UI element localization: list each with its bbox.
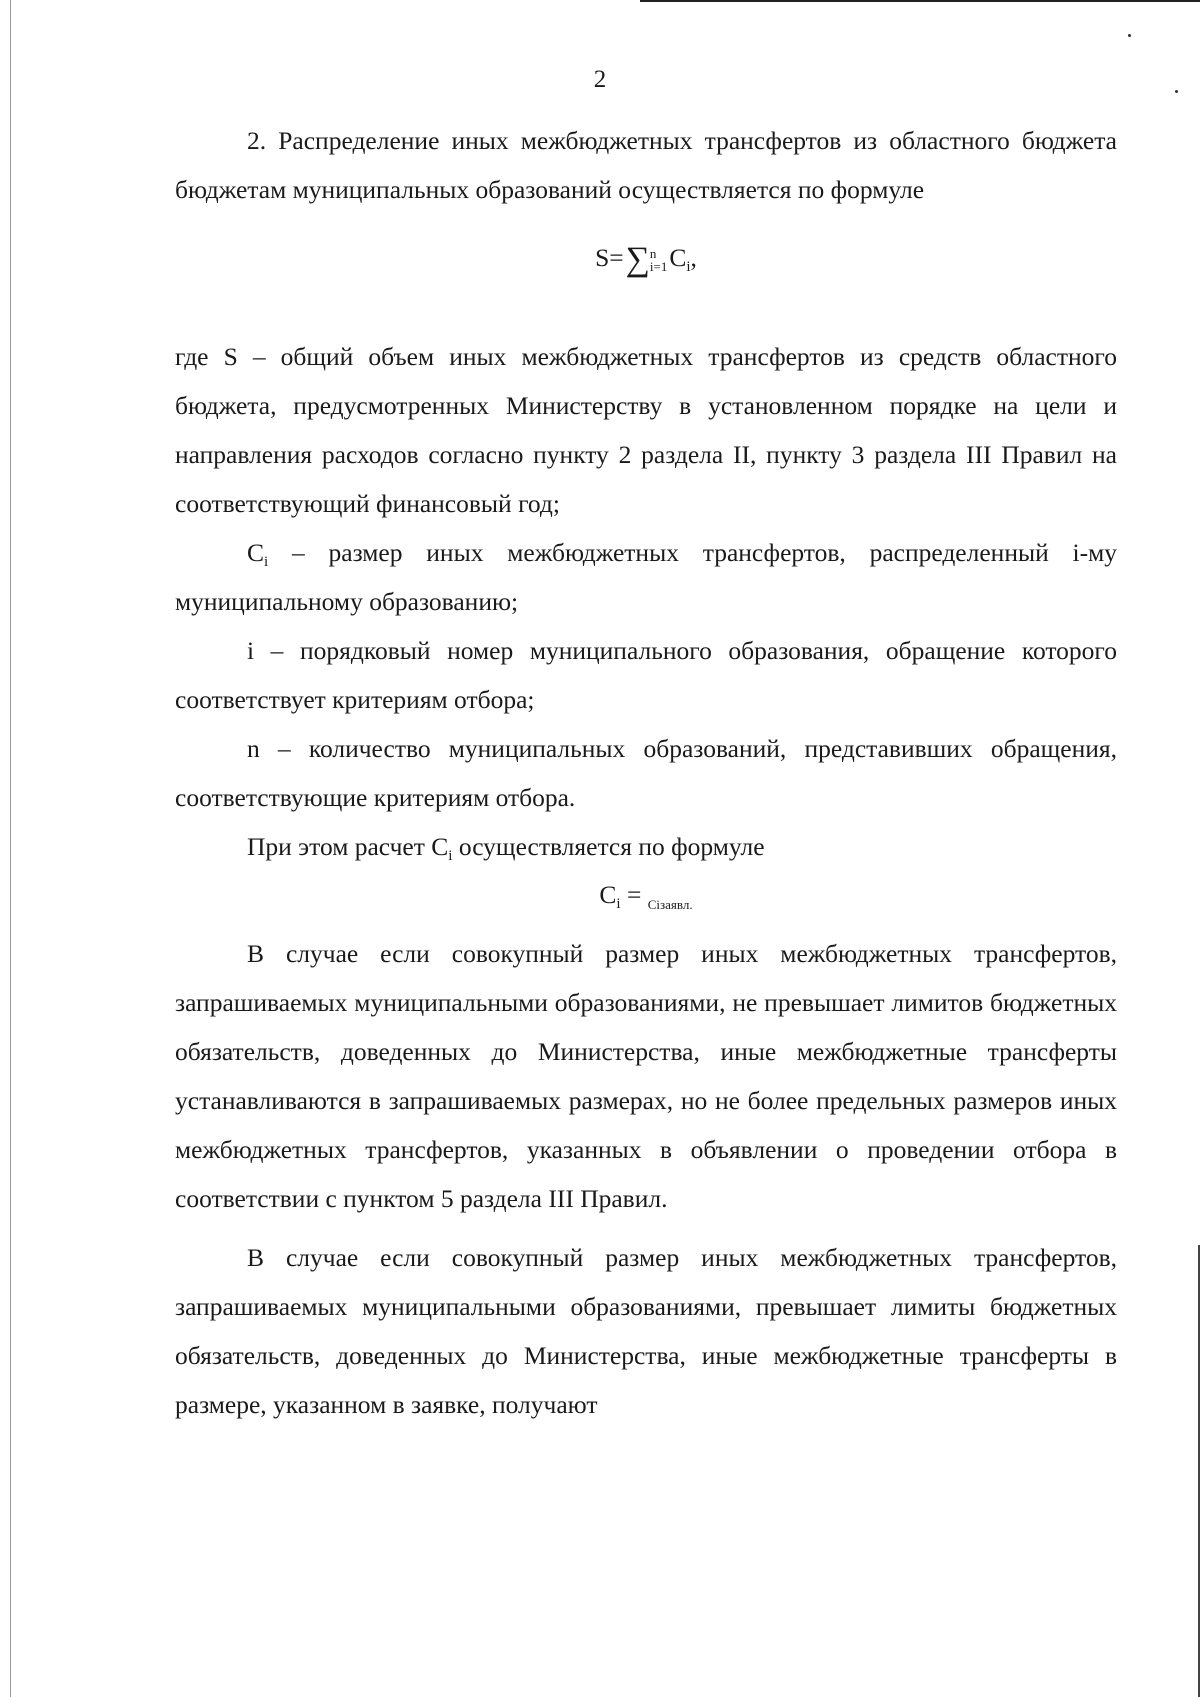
- paragraph-gap: [175, 1223, 1117, 1233]
- formula2-lhs: C: [599, 880, 617, 909]
- calculation-line: [175, 822, 1117, 871]
- scan-edge-top: [640, 0, 1200, 2]
- page-number: 2: [593, 66, 607, 93]
- formula-term-sub: i: [686, 259, 691, 275]
- calc-after: осуществляется по формуле: [452, 832, 765, 861]
- definition-i: i – порядковый номер муниципального образования, обращение которого соответствует критериям отбора;: [175, 636, 1117, 714]
- paragraph-distribution: 2. Распределение иных межбюджетных трансфертов из областного бюджета бюджетам муниципальных образований осуществляется по формуле: [175, 126, 1117, 204]
- paragraph-case-within-limits: В случае если совокупный размер иных межбюджетных трансфертов, запрашиваемых муниципальными образованиями, не превышает лимитов бюджетных обязательств, доведенных до Министерства, иные межбюджетные трансферты устанавливаются в запрашиваемых размерах, но не более предельных размеров иных межбюджетных трансфертов, указанных в объявлении о проведении отбора в соответствии с пунктом 5 раздела III Правил.: [175, 939, 1117, 1213]
- sigma-symbol: ∑: [625, 241, 650, 278]
- formula-ci: [175, 871, 1117, 929]
- symbol-C: C: [247, 538, 265, 567]
- formula-term: C: [669, 243, 687, 272]
- formula2-lhs-sub: i: [616, 896, 621, 912]
- sum-limits: [650, 247, 667, 273]
- definition-Ci-text: – размер иных межбюджетных трансфертов, распределенный i-му муниципальному образованию;: [175, 538, 1117, 616]
- sum-upper-limit: n: [649, 246, 657, 262]
- document-body: [175, 116, 1117, 1429]
- definition-S: где S – общий объем иных межбюджетных трансфертов из средств областного бюджета, предусмотренных Министерству в установленном порядке на цели и направления расходов согласно пункту 2 раздела II, пункту 3 раздела III Правил на соответствующий финансовый год;: [175, 342, 1117, 518]
- formula-lhs: S: [595, 243, 610, 272]
- scan-edge-left: [10, 0, 11, 1697]
- formula-tail: ,: [690, 243, 697, 272]
- formula2-rhs: Ciзаявл.: [647, 897, 693, 912]
- symbol-C-sub: i: [264, 554, 269, 570]
- sum-lower-limit: i=1: [649, 259, 668, 275]
- calc-before: При этом расчет C: [247, 832, 449, 861]
- formula-sum: [175, 238, 1117, 280]
- definition-n: n – количество муниципальных образований, представивших обращения, соответствующие критериям отбора.: [175, 734, 1117, 812]
- definition-Ci: [175, 528, 1117, 626]
- scan-speck: [1128, 34, 1131, 37]
- formula2-eq: =: [620, 880, 648, 909]
- calc-sub: i: [448, 848, 453, 864]
- paragraph-case-exceeds-limits: В случае если совокупный размер иных межбюджетных трансфертов, запрашиваемых муниципальными образованиями, превышает лимиты бюджетных обязательств, доведенных до Министерства, иные межбюджетные трансферты в размере, указанном в заявке, получают: [175, 1243, 1117, 1419]
- formula-eq: =: [609, 243, 624, 272]
